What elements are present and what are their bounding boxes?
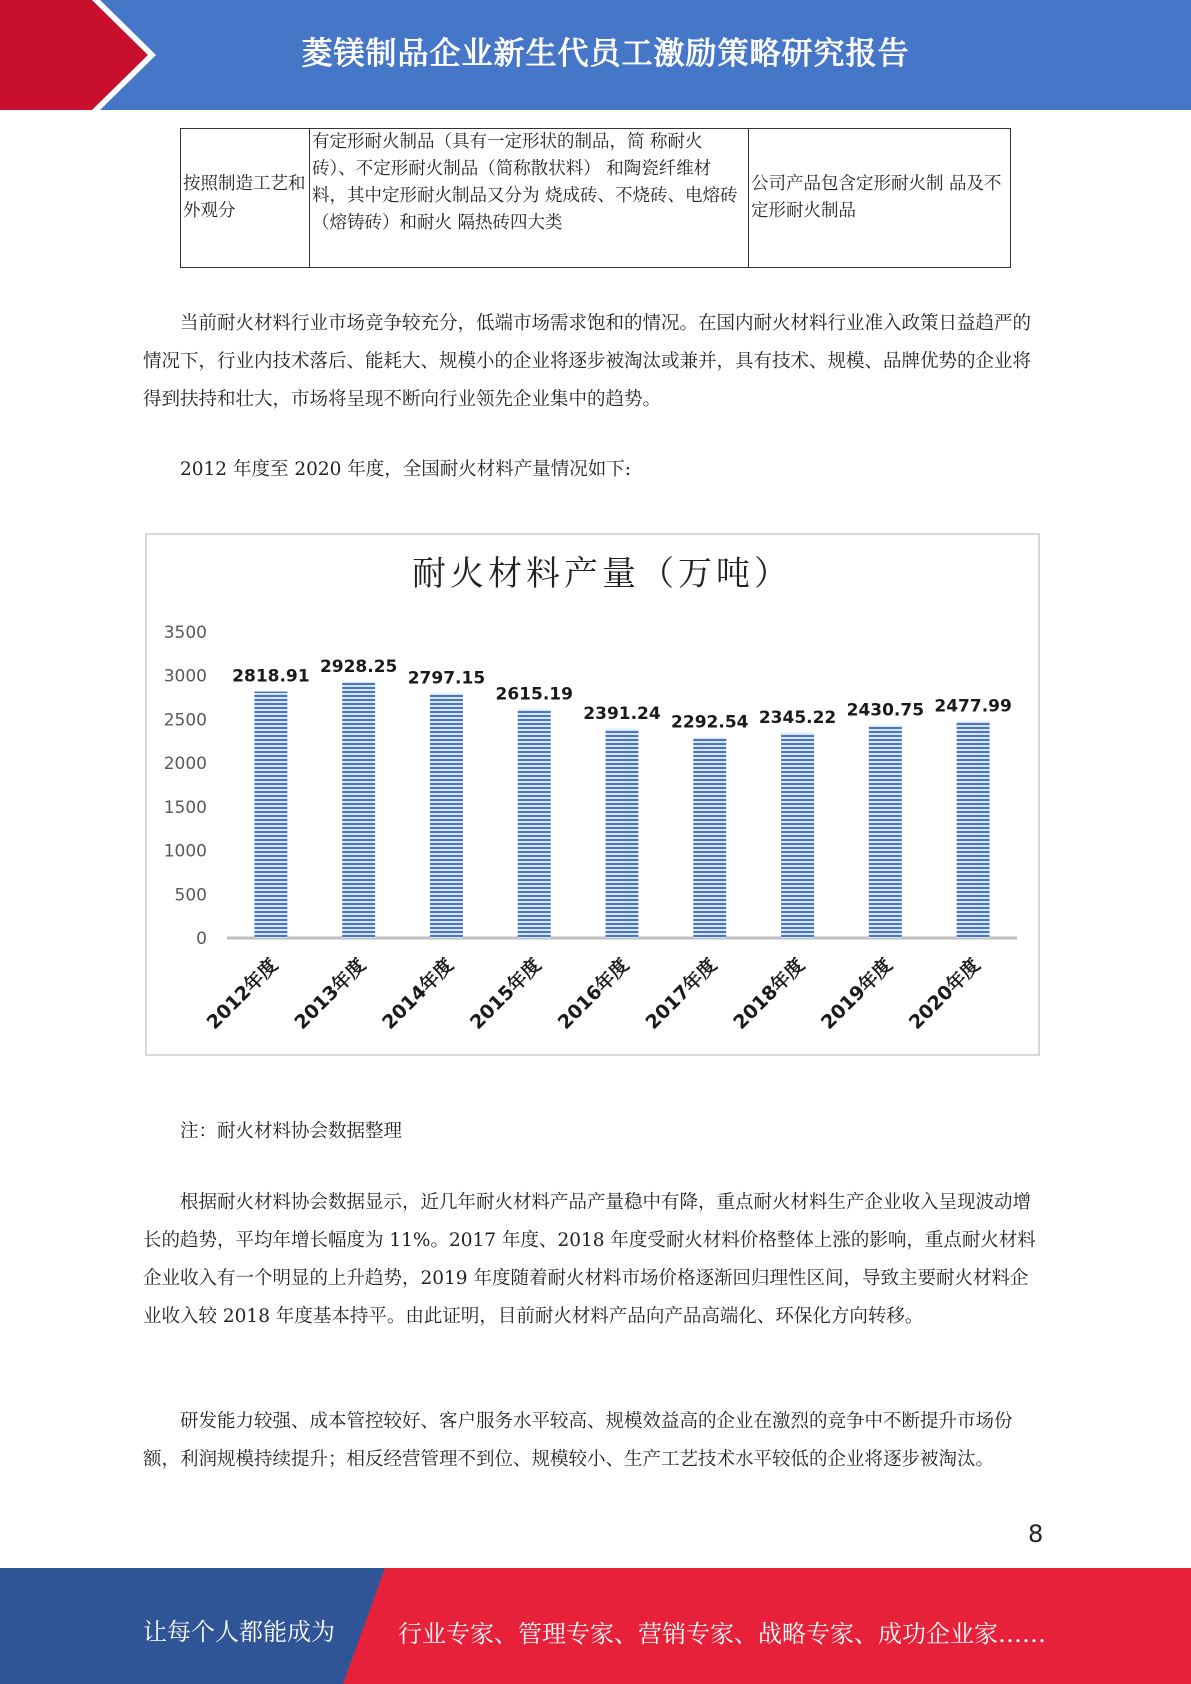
- y-tick-label: 1000: [163, 841, 207, 862]
- data-label: 2345.22: [758, 707, 837, 728]
- report-title: 菱镁制品企业新生代员工激励策略研究报告: [301, 36, 910, 72]
- data-label: 2818.91: [232, 666, 310, 687]
- table-cell-description: 有定形耐火制品（具有一定形状的制品，简 称耐火砖）、不定形耐火制品（简称散状料） 和陶瓷纤维材料，其中定形耐火制品又分为 烧成砖、不烧砖、电熔砖（熔铸砖）和耐火 隔热砖四大类: [310, 129, 749, 268]
- x-tick-label: 2015年度: [465, 953, 546, 1034]
- page-header: [0, 0, 1191, 110]
- bar: [693, 738, 726, 938]
- footer-slogan-left: 让每个人都能成为: [143, 1618, 335, 1646]
- x-tick-label: 2014年度: [378, 953, 458, 1034]
- data-label: 2797.15: [407, 668, 486, 689]
- y-axis-ticks: [164, 623, 207, 949]
- x-axis-labels: [202, 953, 985, 1034]
- y-tick-label: 0: [196, 929, 207, 949]
- x-tick-label: 2018年度: [729, 953, 810, 1034]
- data-label: 2615.19: [495, 684, 573, 705]
- bar: [957, 721, 990, 938]
- data-label: 2477.99: [934, 696, 1012, 717]
- x-tick-label: 2013年度: [290, 953, 371, 1034]
- table-cell-category: 按照制造工艺和外观分: [181, 129, 310, 268]
- y-tick-label: 500: [174, 885, 207, 906]
- bar: [781, 733, 814, 938]
- bar: [518, 709, 551, 938]
- x-tick-label: 2020年度: [904, 953, 985, 1034]
- paragraph-chart-intro: 2012 年度至 2020 年度，全国耐火材料产量情况如下:: [180, 459, 632, 480]
- x-tick-label: 2016年度: [553, 953, 634, 1034]
- bar: [254, 692, 287, 938]
- paragraph-conclusion: 研发能力较强、成本管控较好、客户服务水平较高、规模效益高的企业在激烈的竞争中不断提升市场份额，利润规模持续提升；相反经营管理不到位、规模较小、生产工艺技术水平较低的企业将逐步被淘汰。: [143, 1411, 1013, 1470]
- paragraph-data-analysis: 根据耐火材料协会数据显示，近几年耐火材料产品产量稳中有降，重点耐火材料生产企业收入呈现波动增长的趋势，平均年增长幅度为 11%。2017 年度、2018 年度受耐火材料价格整体上涨的影响，重点耐火材料企业收入有一个明显的上升趋势，2019 年度随着耐火材料市场价格逐渐回归理性区间，导致主要耐火材料企业收入较 2018 年度基本持平。由此证明，目前耐火材料产品向产品高端化、环保化方向转移。: [143, 1192, 1036, 1327]
- table-cell-company: 公司产品包含定形耐火制 品及不定形耐火制品: [749, 129, 1011, 268]
- bar: [606, 729, 639, 938]
- page-footer: [0, 1568, 1191, 1684]
- page-number: 8: [1028, 1520, 1044, 1548]
- y-tick-label: 3000: [163, 666, 207, 687]
- bar: [430, 693, 463, 938]
- bar: [869, 725, 902, 938]
- data-label: 2430.75: [846, 700, 925, 721]
- chart-svg: [147, 535, 1042, 1058]
- data-label: 2391.24: [583, 703, 661, 724]
- y-tick-label: 3500: [163, 623, 207, 643]
- x-tick-label: 2017年度: [641, 953, 722, 1034]
- y-tick-label: 2500: [163, 710, 207, 731]
- footer-slogan-right: 行业专家、管理专家、营销专家、战略专家、成功企业家……: [398, 1620, 1046, 1648]
- x-tick-label: 2012年度: [202, 953, 283, 1034]
- chart-note: 注：耐火材料协会数据整理: [180, 1121, 403, 1142]
- y-tick-label: 1500: [163, 797, 207, 818]
- table-row: [181, 129, 1011, 268]
- bar: [342, 682, 375, 938]
- y-tick-label: 2000: [163, 754, 207, 775]
- data-label: 2292.54: [671, 712, 749, 733]
- classification-table: [180, 128, 1011, 268]
- paragraph-market-competition: 当前耐火材料行业市场竞争较充分，低端市场需求饱和的情况。在国内耐火材料行业准入政策日益趋严的情况下，行业内技术落后、能耗大、规模小的企业将逐步被淘汰或兼并，具有技术、规模、品牌优势的企业将得到扶持和壮大，市场将呈现不断向行业领先企业集中的趋势。: [143, 313, 1032, 410]
- data-label: 2928.25: [319, 656, 398, 677]
- chart-title: 耐火材料产量（万吨）: [412, 554, 792, 594]
- production-bar-chart: [145, 533, 1040, 1056]
- x-tick-label: 2019年度: [817, 953, 897, 1034]
